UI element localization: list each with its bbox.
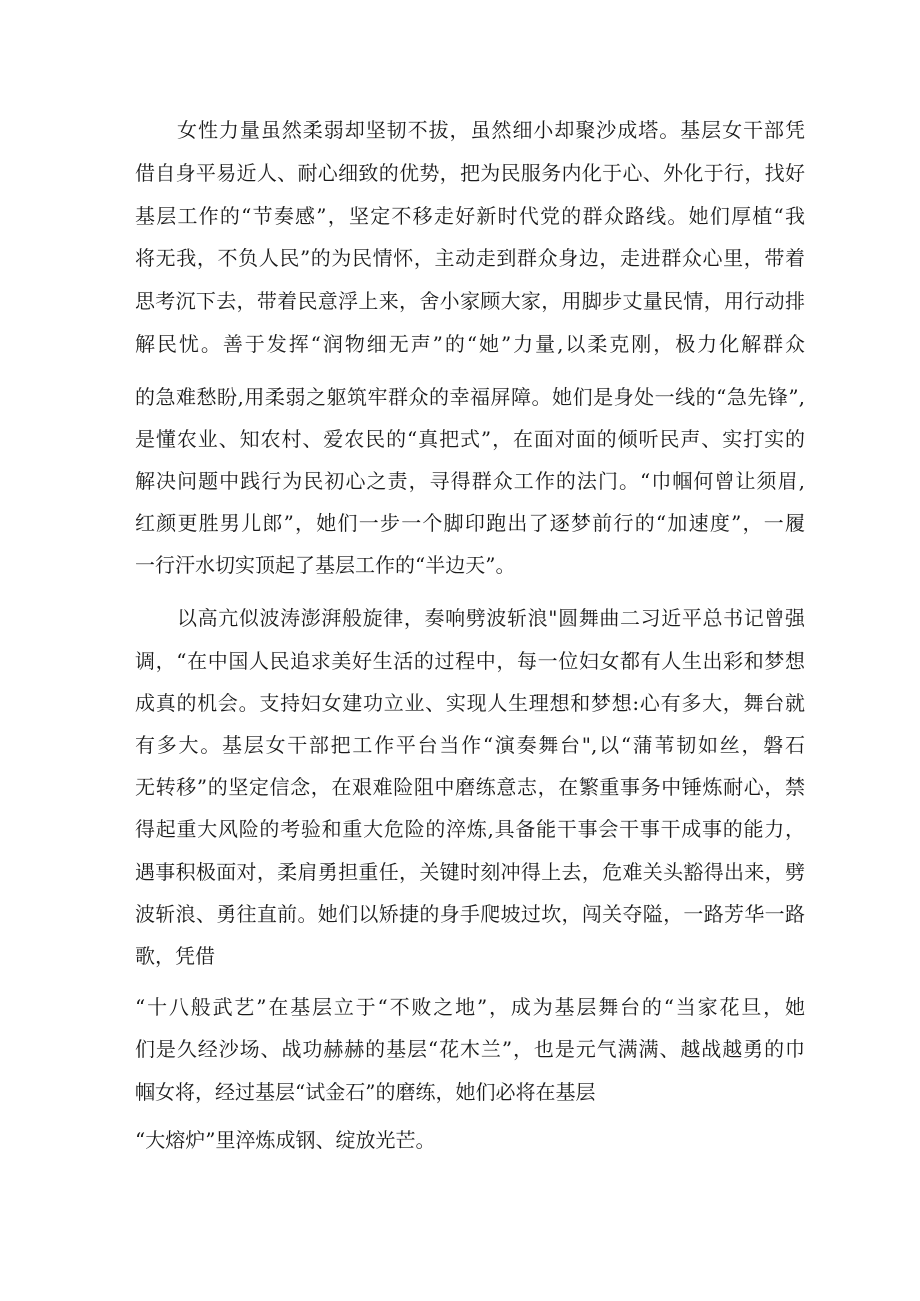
paragraph-2-line-7: 遇事积极面对，柔肩勇担重任，关键时刻冲得上去，危难关头豁得出来，劈 bbox=[135, 860, 805, 884]
paragraph-1-line-8: 是懂农业、知农村、爱农民的“真把式”，在面对面的倾听民声、实打实的 bbox=[135, 427, 805, 451]
paragraph-2-line-9: 歌，凭借 bbox=[135, 944, 215, 968]
paragraph-2-line-5: 无转移”的坚定信念，在艰难险阻中磨练意志，在繁重事务中锤炼耐心，禁 bbox=[135, 775, 805, 799]
paragraph-1-line-4: 将无我，不负人民”的为民情怀，主动走到群众身边，走进群众心里，带着 bbox=[135, 246, 805, 270]
paragraph-1-line-7: 的急难愁盼,用柔弱之躯筑牢群众的幸福屏障。她们是身处一线的“急先锋”, bbox=[135, 385, 805, 409]
paragraph-1-line-2: 借自身平易近人、耐心细致的优势，把为民服务内化于心、外化于行，找好 bbox=[135, 161, 805, 185]
paragraph-1-line-3: 基层工作的“节奏感”，坚定不移走好新时代党的群众路线。她们厚植“我 bbox=[135, 204, 805, 228]
paragraph-1-line-6: 解民忧。善于发挥“润物细无声”的“她”力量,以柔克刚，极力化解群众 bbox=[135, 332, 805, 356]
paragraph-2-line-8: 波斩浪、勇往直前。她们以矫捷的身手爬坡过坎，闯关夺隘，一路芳华一路 bbox=[135, 902, 805, 926]
paragraph-1-line-9: 解决问题中践行为民初心之责，寻得群众工作的法门。“巾帼何曾让须眉, bbox=[135, 469, 805, 493]
paragraph-1-line-10: 红颜更胜男儿郎”，她们一步一个脚印跑出了逐梦前行的“加速度”，一履 bbox=[135, 511, 805, 535]
paragraph-3-line-2: 们是久经沙场、战功赫赫的基层“花木兰”，也是元气满满、越战越勇的巾 bbox=[135, 1037, 805, 1061]
paragraph-3-line-4: “大熔炉”里淬炼成钢、绽放光芒。 bbox=[135, 1128, 436, 1152]
paragraph-2-line-6: 得起重大风险的考验和重大危险的淬炼,具备能干事会干事干成事的能力， bbox=[135, 817, 805, 841]
paragraph-1-line-11: 一行汗水切实顶起了基层工作的“半边天”。 bbox=[135, 553, 516, 577]
paragraph-2-line-2: 调，“在中国人民追求美好生活的过程中，每一位妇女都有人生出彩和梦想 bbox=[135, 649, 805, 673]
paragraph-2-line-3: 成真的机会。支持妇女建功立业、实现人生理想和梦想:心有多大，舞台就 bbox=[135, 691, 805, 715]
paragraph-2-line-4: 有多大。基层女干部把工作平台当作“演奏舞台",以“蒲苇韧如丝，磐石 bbox=[135, 733, 805, 757]
paragraph-2-line-1: 以高亢似波涛澎湃般旋律，奏响劈波斩浪"圆舞曲二习近平总书记曾强 bbox=[177, 606, 805, 630]
paragraph-1-line-1: 女性力量虽然柔弱却坚韧不拔，虽然细小却聚沙成塔。基层女干部凭 bbox=[177, 118, 805, 142]
paragraph-3-line-3: 帼女将，经过基层“试金石”的磨练，她们必将在基层 bbox=[135, 1080, 596, 1104]
paragraph-3-line-1: “十八般武艺”在基层立于“不败之地”，成为基层舞台的“当家花旦，她 bbox=[135, 995, 805, 1019]
paragraph-1-line-5: 思考沉下去，带着民意浮上来，舍小家顾大家，用脚步丈量民情，用行动排 bbox=[135, 289, 805, 313]
